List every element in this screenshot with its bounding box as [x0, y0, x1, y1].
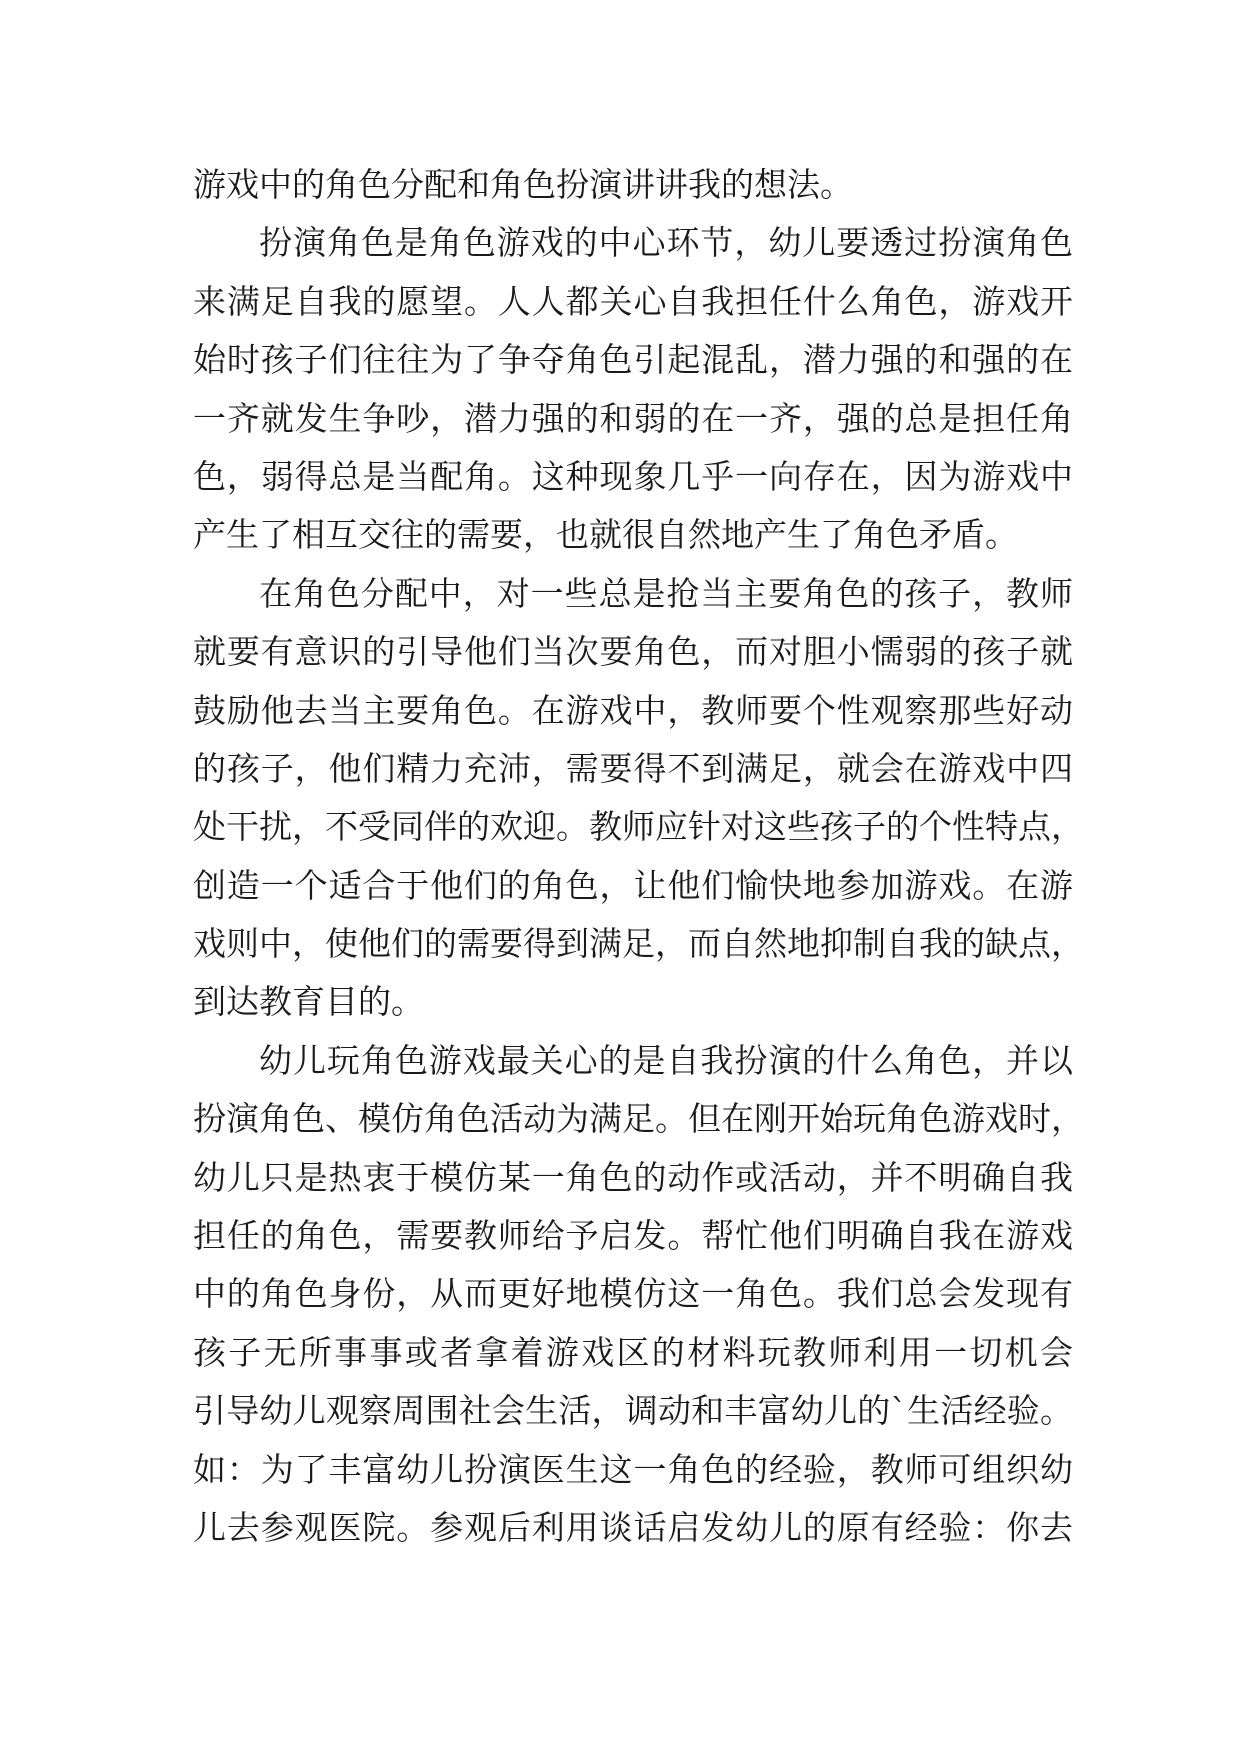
text-line: 担任的角色，需要教师给予启发。帮忙他们明确自我在游戏	[193, 1216, 1073, 1256]
text-line: 中的角色身份，从而更好地模仿这一角色。我们总会发现有	[193, 1274, 1073, 1314]
text-line: 幼儿只是热衷于模仿某一角色的动作或活动，并不明确自我	[193, 1157, 1073, 1197]
text-line: 游戏中的角色分配和角色扮演讲讲我的想法。	[193, 165, 853, 204]
text-line: 儿去参观医院。参观后利用谈话启发幼儿的原有经验：你去	[193, 1507, 1073, 1547]
text-line: 一齐就发生争吵，潜力强的和弱的在一齐，强的总是担任角	[193, 398, 1073, 438]
text-line: 就要有意识的引导他们当次要角色，而对胆小懦弱的孩子就	[193, 632, 1073, 672]
body-text	[193, 156, 1084, 1557]
text-line: 的孩子，他们精力充沛，需要得不到满足，就会在游戏中四	[193, 748, 1073, 788]
text-line: 扮演角色、模仿角色活动为满足。但在刚开始玩角色游戏时，	[193, 1099, 1084, 1139]
text-line: 创造一个适合于他们的角色，让他们愉快地参加游戏。在游	[193, 865, 1073, 905]
text-line: 扮演角色是角色游戏的中心环节，幼儿要透过扮演角色	[259, 223, 1073, 263]
text-line: 鼓励他去当主要角色。在游戏中，教师要个性观察那些好动	[193, 690, 1073, 730]
text-line: 在角色分配中，对一些总是抢当主要角色的孩子，教师	[259, 573, 1073, 613]
text-line: 幼儿玩角色游戏最关心的是自我扮演的什么角色，并以	[259, 1040, 1073, 1080]
text-line: 产生了相互交往的需要，也就很自然地产生了角色矛盾。	[193, 515, 1018, 555]
text-line: 到达教育目的。	[193, 982, 424, 1022]
text-line: 戏则中，使他们的需要得到满足，而自然地抑制自我的缺点，	[193, 924, 1084, 964]
text-line: 始时孩子们往往为了争夺角色引起混乱，潜力强的和强的在	[193, 340, 1073, 380]
text-line: 来满足自我的愿望。人人都关心自我担任什么角色，游戏开	[193, 281, 1073, 321]
text-line: 如：为了丰富幼儿扮演医生这一角色的经验，教师可组织幼	[193, 1449, 1073, 1489]
text-line: 处干扰，不受同伴的欢迎。教师应针对这些孩子的个性特点，	[193, 807, 1084, 847]
text-line: 引导幼儿观察周围社会生活，调动和丰富幼儿的`生活经验。	[193, 1391, 1073, 1431]
text-line: 孩子无所事事或者拿着游戏区的材料玩教师利用一切机会	[193, 1332, 1073, 1372]
text-line: 色，弱得总是当配角。这种现象几乎一向存在，因为游戏中	[193, 456, 1073, 496]
